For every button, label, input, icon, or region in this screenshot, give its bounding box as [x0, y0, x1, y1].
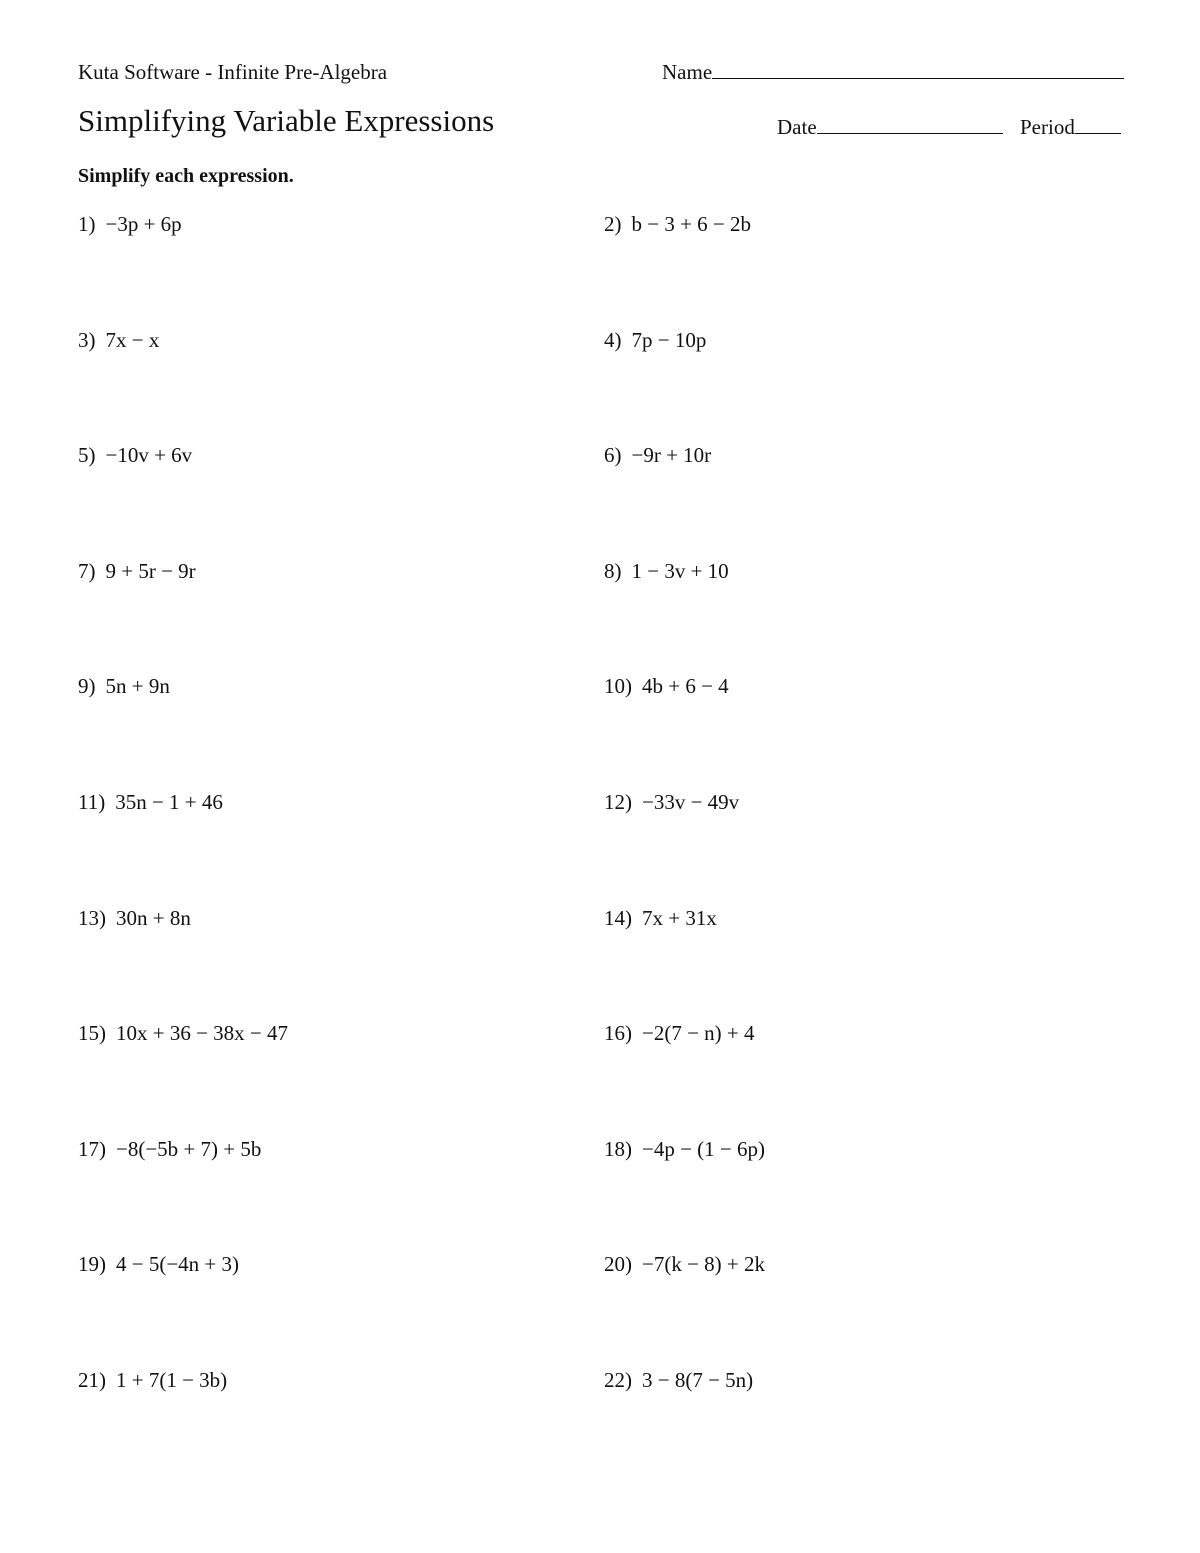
problem-expression: −7(k − 8) + 2k: [642, 1252, 766, 1276]
name-field[interactable]: [662, 60, 1124, 85]
problem-number: 21): [78, 1368, 106, 1392]
problem-3: [78, 328, 159, 353]
problem-number: 17): [78, 1137, 106, 1161]
problem-expression: −8(−5b + 7) + 5b: [116, 1137, 262, 1161]
problem-number: 3): [78, 328, 96, 352]
problem-13: [78, 906, 191, 931]
problem-22: [604, 1368, 753, 1393]
problem-expression: 10x + 36 − 38x − 47: [116, 1021, 289, 1045]
problem-number: 9): [78, 674, 96, 698]
problem-1: [78, 212, 182, 237]
problem-expression: 1 − 3v + 10: [631, 559, 729, 583]
problem-expression: 4b + 6 − 4: [642, 674, 729, 698]
problem-number: 16): [604, 1021, 632, 1045]
publisher-label: Kuta Software - Infinite Pre-Algebra: [78, 60, 388, 84]
problem-expression: −4p − (1 − 6p): [642, 1137, 766, 1161]
problem-6: [604, 443, 711, 468]
problem-expression: 7p − 10p: [631, 328, 707, 352]
problem-18: [604, 1137, 765, 1162]
problem-expression: −33v − 49v: [642, 790, 740, 814]
date-line: [817, 115, 1003, 134]
problem-expression: 35n − 1 + 46: [115, 790, 223, 814]
problem-expression: 3 − 8(7 − 5n): [642, 1368, 754, 1392]
problem-number: 20): [604, 1252, 632, 1276]
problem-expression: 5n + 9n: [105, 674, 170, 698]
problem-number: 10): [604, 674, 632, 698]
problem-19: [78, 1252, 239, 1277]
problem-12: [604, 790, 739, 815]
problem-number: 12): [604, 790, 632, 814]
problem-expression: 7x + 31x: [642, 906, 717, 930]
problem-number: 2): [604, 212, 622, 236]
problem-expression: −9r + 10r: [631, 443, 712, 467]
name-line: [712, 60, 1124, 79]
problem-number: 22): [604, 1368, 632, 1392]
period-label: Period: [1020, 115, 1075, 139]
problem-number: 15): [78, 1021, 106, 1045]
problem-17: [78, 1137, 261, 1162]
problem-number: 13): [78, 906, 106, 930]
problem-expression: 9 + 5r − 9r: [105, 559, 196, 583]
problem-expression: −2(7 − n) + 4: [642, 1021, 755, 1045]
problem-5: [78, 443, 192, 468]
problem-10: [604, 674, 729, 699]
name-label: Name: [662, 60, 713, 84]
problem-2: [604, 212, 751, 237]
problem-expression: b − 3 + 6 − 2b: [631, 212, 752, 236]
date-label: Date: [777, 115, 817, 139]
problem-11: [78, 790, 223, 815]
problem-number: 5): [78, 443, 96, 467]
problem-number: 7): [78, 559, 96, 583]
problem-number: 14): [604, 906, 632, 930]
problem-expression: 30n + 8n: [116, 906, 191, 930]
problem-16: [604, 1021, 755, 1046]
problem-number: 6): [604, 443, 622, 467]
page-title: Simplifying Variable Expressions: [78, 103, 495, 138]
period-line: [1075, 115, 1121, 134]
problem-expression: 1 + 7(1 − 3b): [116, 1368, 228, 1392]
problem-21: [78, 1368, 227, 1393]
problem-14: [604, 906, 717, 931]
period-field[interactable]: [1020, 115, 1121, 140]
problem-7: [78, 559, 196, 584]
instructions: Simplify each expression.: [78, 165, 294, 187]
problem-9: [78, 674, 170, 699]
problem-number: 8): [604, 559, 622, 583]
problem-20: [604, 1252, 765, 1277]
problem-expression: 7x − x: [105, 328, 160, 352]
problem-expression: −3p + 6p: [105, 212, 182, 236]
problem-number: 18): [604, 1137, 632, 1161]
problem-number: 4): [604, 328, 622, 352]
problem-4: [604, 328, 706, 353]
problem-15: [78, 1021, 288, 1046]
problem-number: 11): [78, 790, 106, 814]
problem-number: 19): [78, 1252, 106, 1276]
problem-8: [604, 559, 729, 584]
date-field[interactable]: [777, 115, 1003, 140]
problem-expression: 4 − 5(−4n + 3): [116, 1252, 240, 1276]
problem-expression: −10v + 6v: [105, 443, 193, 467]
problem-number: 1): [78, 212, 96, 236]
